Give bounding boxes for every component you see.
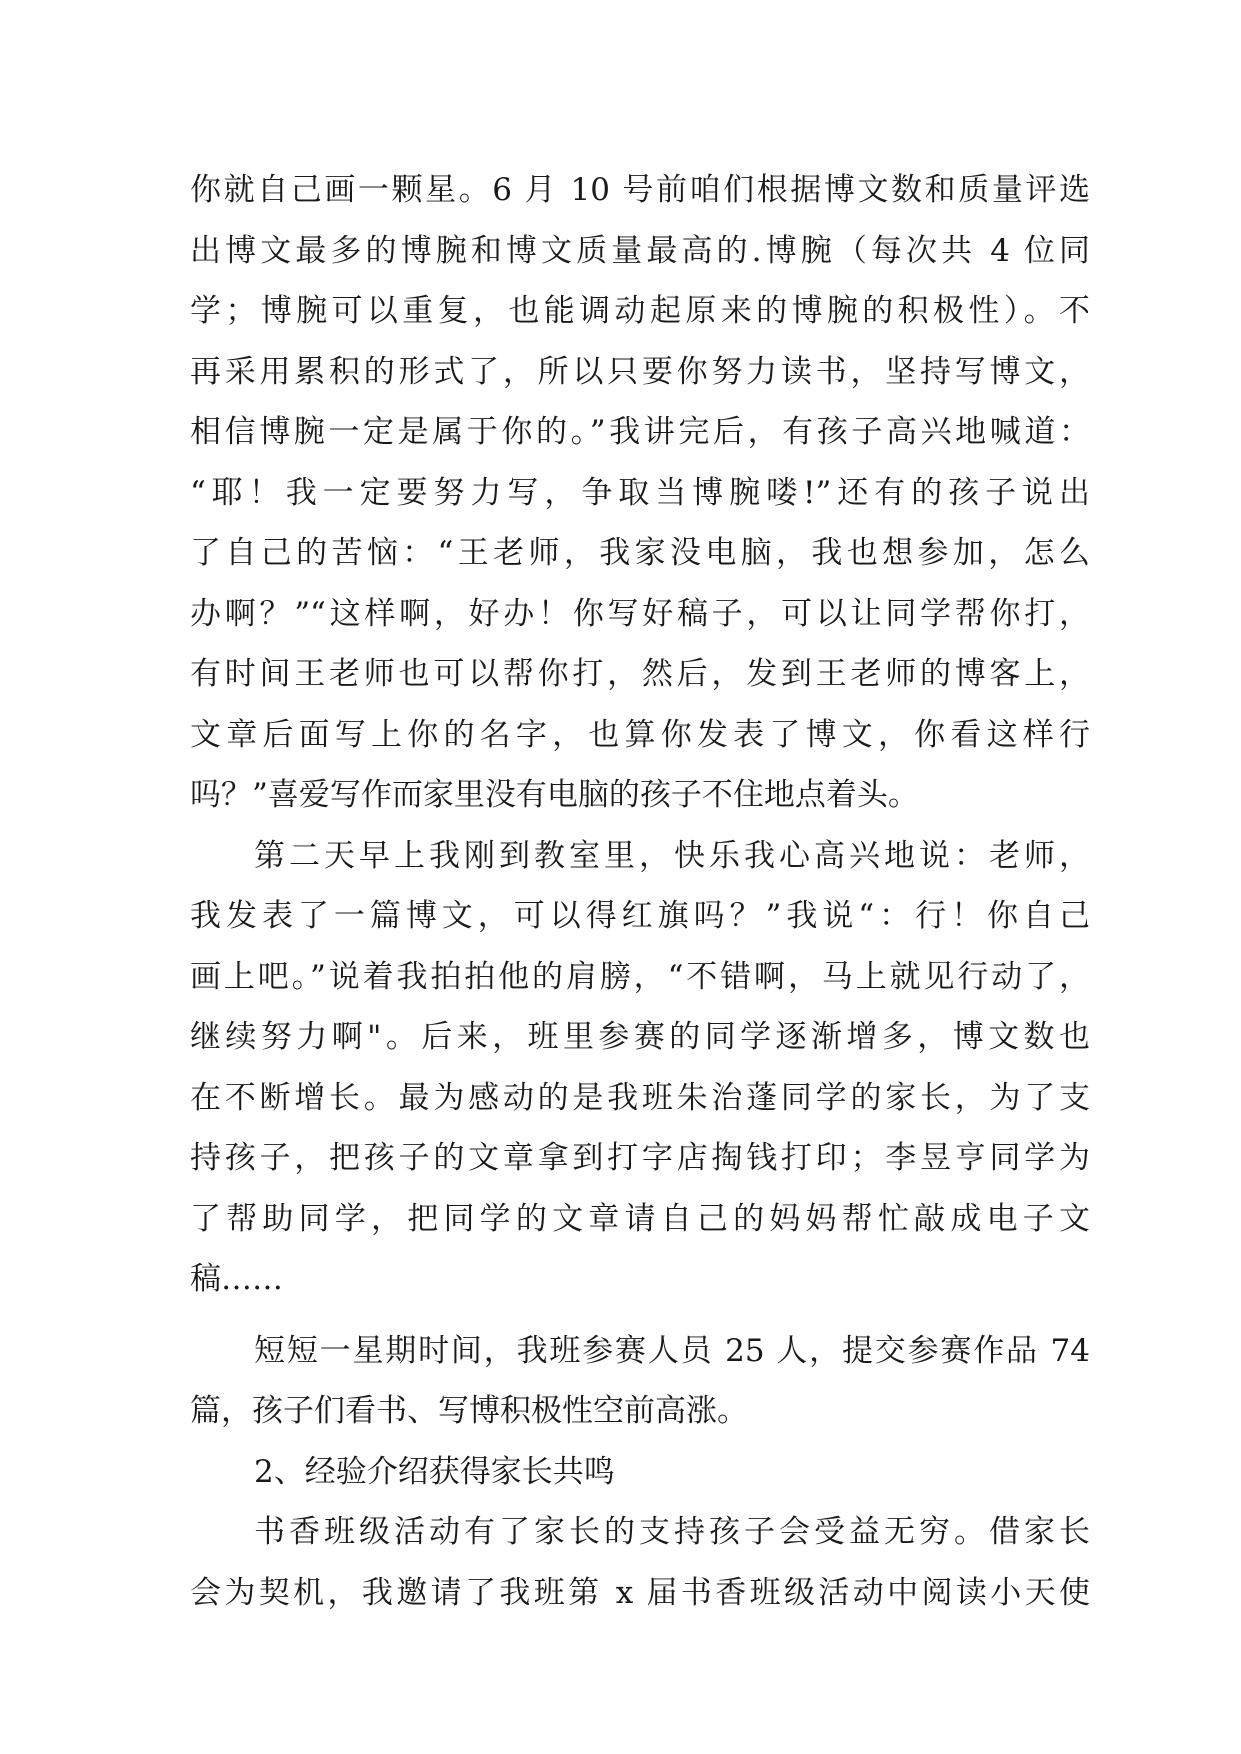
section-heading: 2、经验介绍获得家长共鸣 bbox=[254, 1453, 615, 1490]
text-line: 持孩子，把孩子的文章拿到打字店掏钱打印；李昱亨同学为 bbox=[190, 1140, 1090, 1176]
text-line: 稿…… bbox=[190, 1261, 283, 1297]
text-line: 相信博腕一定是属于你的。”我讲完后，有孩子高兴地喊道： bbox=[190, 414, 1090, 450]
paragraph-gap bbox=[190, 1310, 1090, 1321]
text-line: 学；博腕可以重复，也能调动起原来的博腕的积极性）。不 bbox=[190, 293, 1090, 329]
text-line: 我发表了一篇博文，可以得红旗吗？”我说“：行！你自己 bbox=[190, 898, 1090, 934]
text-line: 继续努力啊"。后来，班里参赛的同学逐渐增多，博文数也 bbox=[190, 1019, 1090, 1055]
text-line: 你就自己画一颗星。6 月 10 号前咱们根据博文数和质量评选 bbox=[190, 172, 1090, 208]
text-line: 会为契机，我邀请了我班第 x 届书香班级活动中阅读小天使 bbox=[190, 1574, 1090, 1611]
paragraph-1 bbox=[190, 160, 1090, 826]
text-line: 文章后面写上你的名字，也算你发表了博文，你看这样行 bbox=[190, 716, 1090, 753]
text-line: 办啊？”“这样啊，好办！你写好稿子，可以让同学帮你打， bbox=[190, 595, 1090, 632]
text-line: 有时间王老师也可以帮你打，然后，发到王老师的博客上， bbox=[190, 656, 1090, 692]
text-line: 出博文最多的博腕和博文质量最高的.博腕（每次共 4 位同 bbox=[190, 232, 1090, 269]
text-line: 篇，孩子们看书、写博积极性空前高涨。 bbox=[190, 1393, 748, 1429]
paragraph-2 bbox=[190, 826, 1090, 1310]
text-line: 吗？”喜爱写作而家里没有电脑的孩子不住地点着头。 bbox=[190, 777, 919, 813]
paragraph-4 bbox=[190, 1502, 1090, 1623]
text-line: “耶！我一定要努力写，争取当博腕喽!”还有的孩子说出 bbox=[190, 474, 1090, 511]
text-line: 在不断增长。最为感动的是我班朱治蓬同学的家长，为了支 bbox=[190, 1079, 1090, 1116]
text-line: 再采用累积的形式了，所以只要你努力读书，坚持写博文， bbox=[190, 353, 1090, 390]
text-line: 了自己的苦恼：“王老师，我家没电脑，我也想参加，怎么 bbox=[190, 535, 1090, 571]
text-line: 书香班级活动有了家长的支持孩子会受益无穷。借家长 bbox=[254, 1514, 1090, 1550]
text-line: 画上吧。”说着我拍拍他的肩膀，“不错啊，马上就见行动了， bbox=[190, 958, 1090, 995]
text-line: 了帮助同学，把同学的文章请自己的妈妈帮忙敲成电子文 bbox=[190, 1200, 1090, 1237]
paragraph-3 bbox=[190, 1321, 1090, 1442]
text-line: 第二天早上我刚到教室里，快乐我心高兴地说：老师， bbox=[254, 837, 1090, 874]
document-body bbox=[190, 160, 1090, 1623]
text-line: 短短一星期时间，我班参赛人员 25 人，提交参赛作品 74 bbox=[254, 1332, 1090, 1369]
